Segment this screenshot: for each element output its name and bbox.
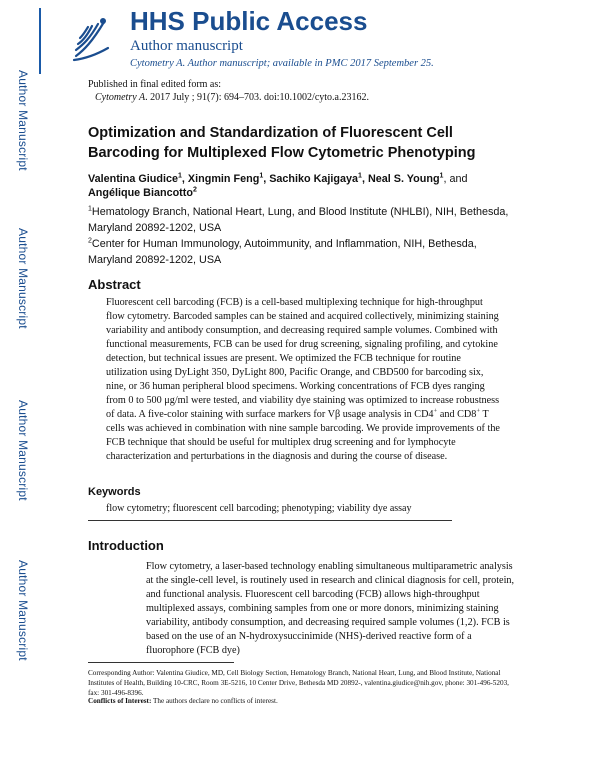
keywords-heading: Keywords xyxy=(88,486,141,498)
affiliation-number: 1 xyxy=(88,205,92,213)
abstract-sup-2: + xyxy=(476,407,481,415)
author-affiliation-mark: 1 xyxy=(439,172,444,180)
abstract-text-4: T cells was achieved in combination with nine sample barcoding. We provide improvements of the FCB technique that should be useful for multiplex drug screening and for lymphocyte characterization and perturbations in the diagnosis and during the course of disease. xyxy=(106,409,500,462)
abstract-heading: Abstract xyxy=(88,277,141,292)
hhs-eagle-icon xyxy=(70,12,112,64)
author-affiliation-mark: 1 xyxy=(259,172,264,180)
availability-text: Cytometry A. Author manuscript; available in PMC 2017 September 25. xyxy=(130,58,434,69)
author-name: Sachiko Kajigaya xyxy=(269,173,359,185)
keywords-divider xyxy=(88,520,452,521)
author-affiliation-mark: 1 xyxy=(178,172,182,180)
hhs-public-access-title: HHS Public Access xyxy=(130,6,368,36)
author-list xyxy=(88,172,518,200)
sidebar-label-3: Author Manuscript xyxy=(16,400,30,501)
publication-info xyxy=(88,78,369,104)
abstract-text-2: usage analysis in CD4 xyxy=(340,409,434,420)
published-label: Published in final edited form as: xyxy=(88,79,222,90)
availability-note xyxy=(130,58,434,69)
abstract-text-1: Fluorescent cell barcoding (FCB) is a cell-based multiplexing technique for high-throughput flow cytometry. Barcoded samples can be stained and acquired collectively, minimizing staining variability and antibody consumption, and decreasing required sample volumes. Combined with functional measurements, FCB can be used for drug screening, signaling profiling, and cytokine detection, but technical issues are present. We optimized the FCB technique for routine utilization using DyLight 350, DyLight 800, Pacific Orange, and CBD500 for barcoding six, nine, or 36 human peripheral blood specimens. Working concentrations of FCB dyes ranging from 0 to 500 μg/ml were tested, and viability dye staining was optimized to increase robustness of data. A five-color staining with surface markers for V xyxy=(106,297,500,420)
sidebar-label-1: Author Manuscript xyxy=(16,70,30,171)
affiliation-text: Center for Human Immunology, Autoimmunity, and Inflammation, NIH, Bethesda, Maryland 20892-1202, USA xyxy=(88,238,477,266)
sidebar-label-4: Author Manuscript xyxy=(16,560,30,661)
journal-name: Cytometry A xyxy=(95,92,146,103)
affiliation-text: Hematology Branch, National Heart, Lung, and Blood Institute (NHLBI), NIH, Bethesda, Maryland 20892-1202, USA xyxy=(88,206,509,234)
citation-details: . 2017 July ; 91(7): 694–703. doi:10.1002/cyto.a.23162. xyxy=(145,92,369,103)
footnote-divider xyxy=(88,662,234,663)
author-manuscript-label: Author manuscript xyxy=(130,38,243,54)
corresponding-author-note: Corresponding Author: Valentina Giudice, MD, Cell Biology Section, Hematology Branch, National Heart, Lung, and Blood Institute, National Institutes of Health, Building 10-CRC, Room 3E-5216, 10 Center Drive, Bethesda MD 20892-, valentina.giudice@nih.gov, phone: 301-496-5203, fax: 301-496-8396. xyxy=(88,669,509,697)
author-separator: , xyxy=(361,173,368,185)
affiliation-1 xyxy=(88,204,518,236)
conflicts-note xyxy=(88,697,278,705)
author-affiliation-mark: 1 xyxy=(358,172,362,180)
abstract-sup-1: + xyxy=(433,407,438,415)
sidebar-label-2: Author Manuscript xyxy=(16,228,30,329)
keywords-text: flow cytometry; fluorescent cell barcoding; phenotyping; viability dye assay xyxy=(106,503,412,514)
author-name: Angélique Biancotto xyxy=(88,187,193,199)
paper-title: Optimization and Standardization of Fluorescent Cell Barcoding for Multiplexed Flow Cytometric Phenotyping xyxy=(88,125,476,161)
abstract-body xyxy=(106,296,504,464)
author-separator: , xyxy=(263,173,270,185)
introduction-body: Flow cytometry, a laser-based technology enabling simultaneous multiparametric analysis at the single-cell level, is routinely used in research and clinical diagnosis for cell, protein, and functional analysis. Fluorescent cell barcoding (FCB) allows high-throughput multiplexed assays, combining samples from one or more donors, minimizing staining variability, antibody consumption, and decreasing required sample volumes (1,2). FCB is based on the use of an N-hydroxysuccinimide (NHS)-derived reactive form of a fluorophore (FCB dye) xyxy=(146,561,515,656)
affiliation-2 xyxy=(88,236,518,268)
author-name: Xingmin Feng xyxy=(187,173,260,185)
conflicts-label: Conflicts of Interest: xyxy=(88,697,152,705)
author-name: Valentina Giudice xyxy=(88,173,179,185)
header-divider xyxy=(39,8,41,74)
abstract-text-3: and CD8 xyxy=(437,409,477,420)
author-separator: , xyxy=(181,173,188,185)
author-name: Neal S. Young xyxy=(367,173,440,185)
conflicts-text: The authors declare no conflicts of interest. xyxy=(151,697,278,705)
introduction-heading: Introduction xyxy=(88,538,164,553)
citation xyxy=(88,91,369,104)
author-affiliation-mark: 2 xyxy=(192,186,197,194)
abstract-beta: β xyxy=(334,409,341,420)
affiliation-number: 2 xyxy=(88,237,92,245)
author-separator: , and xyxy=(443,173,468,185)
